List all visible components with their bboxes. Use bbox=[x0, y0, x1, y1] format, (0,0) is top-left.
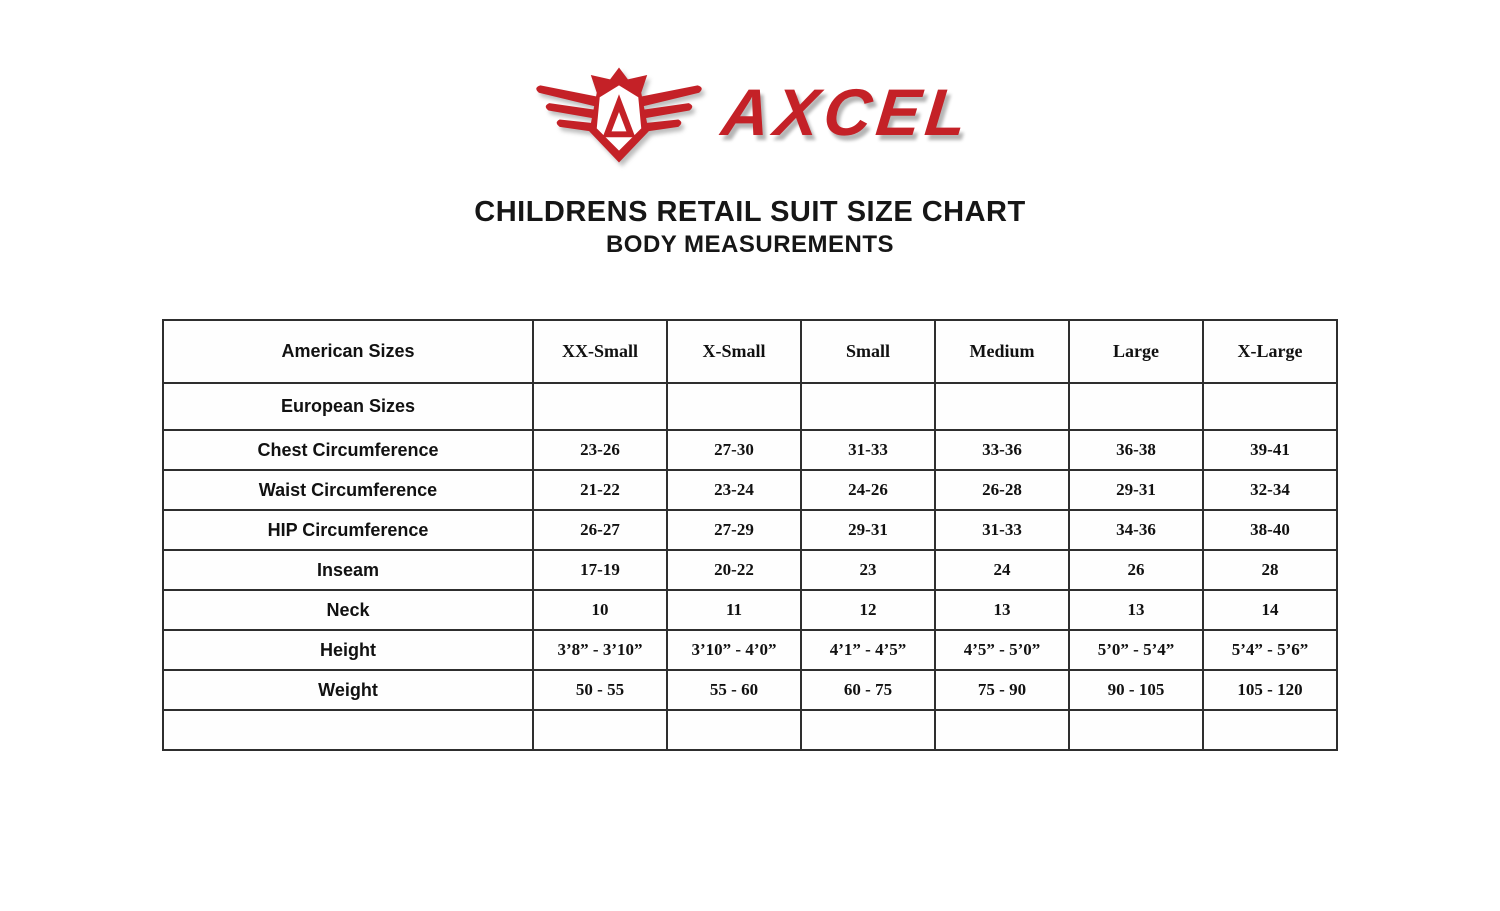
table-cell: 26 bbox=[1069, 550, 1203, 590]
title-block bbox=[0, 196, 1500, 259]
table-cell: 23 bbox=[801, 550, 935, 590]
table-cell: 20-22 bbox=[667, 550, 801, 590]
table-cell bbox=[1069, 710, 1203, 750]
table-cell: 11 bbox=[667, 590, 801, 630]
table-cell: 13 bbox=[1069, 590, 1203, 630]
table-cell: 34-36 bbox=[1069, 510, 1203, 550]
size-chart-table bbox=[162, 319, 1338, 751]
table-cell: 4’1” - 4’5” bbox=[801, 630, 935, 670]
table-cell: 55 - 60 bbox=[667, 670, 801, 710]
table-cell: 26-28 bbox=[935, 470, 1069, 510]
page-title: CHILDRENS RETAIL SUIT SIZE CHART bbox=[474, 196, 1026, 228]
table-cell: 29-31 bbox=[1069, 470, 1203, 510]
table-cell: 13 bbox=[935, 590, 1069, 630]
table-cell bbox=[935, 710, 1069, 750]
table-cell: 75 - 90 bbox=[935, 670, 1069, 710]
table-cell: 23-26 bbox=[533, 430, 667, 470]
table-cell: 3’10” - 4’0” bbox=[667, 630, 801, 670]
table-cell: 60 - 75 bbox=[801, 670, 935, 710]
table-cell: 23-24 bbox=[667, 470, 801, 510]
table-row bbox=[163, 710, 1337, 750]
table-cell bbox=[667, 710, 801, 750]
table-row bbox=[163, 550, 1337, 590]
table-cell: 10 bbox=[533, 590, 667, 630]
table-row bbox=[163, 430, 1337, 470]
table-cell: 24-26 bbox=[801, 470, 935, 510]
table-cell: 36-38 bbox=[1069, 430, 1203, 470]
column-header: American Sizes bbox=[163, 320, 533, 383]
table-cell: 90 - 105 bbox=[1069, 670, 1203, 710]
page-subtitle: BODY MEASUREMENTS bbox=[605, 231, 895, 258]
table-cell: 21-22 bbox=[533, 470, 667, 510]
table-cell: 39-41 bbox=[1203, 430, 1337, 470]
table-cell: 29-31 bbox=[801, 510, 935, 550]
table-cell bbox=[1069, 383, 1203, 430]
row-label: European Sizes bbox=[163, 383, 533, 430]
table-cell: 105 - 120 bbox=[1203, 670, 1337, 710]
column-header: XX-Small bbox=[533, 320, 667, 383]
column-header: Medium bbox=[935, 320, 1069, 383]
brand-logo bbox=[0, 0, 1500, 168]
column-header: Small bbox=[801, 320, 935, 383]
table-cell: 5’0” - 5’4” bbox=[1069, 630, 1203, 670]
column-header: X-Small bbox=[667, 320, 801, 383]
winged-shield-icon bbox=[530, 62, 708, 168]
table-cell: 17-19 bbox=[533, 550, 667, 590]
column-header: X-Large bbox=[1203, 320, 1337, 383]
table-cell: 50 - 55 bbox=[533, 670, 667, 710]
table-cell: 38-40 bbox=[1203, 510, 1337, 550]
column-header: Large bbox=[1069, 320, 1203, 383]
table-cell: 4’5” - 5’0” bbox=[935, 630, 1069, 670]
row-label: Chest Circumference bbox=[163, 430, 533, 470]
table-cell bbox=[667, 383, 801, 430]
table-cell: 27-29 bbox=[667, 510, 801, 550]
row-label: Neck bbox=[163, 590, 533, 630]
row-label: Weight bbox=[163, 670, 533, 710]
table-row bbox=[163, 470, 1337, 510]
table-cell: 12 bbox=[801, 590, 935, 630]
table-cell bbox=[533, 710, 667, 750]
table-cell bbox=[801, 383, 935, 430]
table-row bbox=[163, 590, 1337, 630]
table-cell bbox=[1203, 383, 1337, 430]
table-cell: 3’8” - 3’10” bbox=[533, 630, 667, 670]
table-row bbox=[163, 670, 1337, 710]
table-cell bbox=[1203, 710, 1337, 750]
table-cell: 33-36 bbox=[935, 430, 1069, 470]
row-label: Inseam bbox=[163, 550, 533, 590]
table-cell: 28 bbox=[1203, 550, 1337, 590]
table-cell: 24 bbox=[935, 550, 1069, 590]
table-cell: 26-27 bbox=[533, 510, 667, 550]
table-cell bbox=[801, 710, 935, 750]
row-label: Height bbox=[163, 630, 533, 670]
table-row bbox=[163, 383, 1337, 430]
table-cell: 32-34 bbox=[1203, 470, 1337, 510]
table-row bbox=[163, 630, 1337, 670]
table-cell: 31-33 bbox=[935, 510, 1069, 550]
table-header-row bbox=[163, 320, 1337, 383]
table-cell: 31-33 bbox=[801, 430, 935, 470]
table-cell: 27-30 bbox=[667, 430, 801, 470]
table-row bbox=[163, 510, 1337, 550]
row-label bbox=[163, 710, 533, 750]
row-label: Waist Circumference bbox=[163, 470, 533, 510]
row-label: HIP Circumference bbox=[163, 510, 533, 550]
table-cell: 14 bbox=[1203, 590, 1337, 630]
brand-wordmark: AXCEL bbox=[718, 75, 975, 149]
table-cell: 5’4” - 5’6” bbox=[1203, 630, 1337, 670]
table-cell bbox=[533, 383, 667, 430]
table-cell bbox=[935, 383, 1069, 430]
